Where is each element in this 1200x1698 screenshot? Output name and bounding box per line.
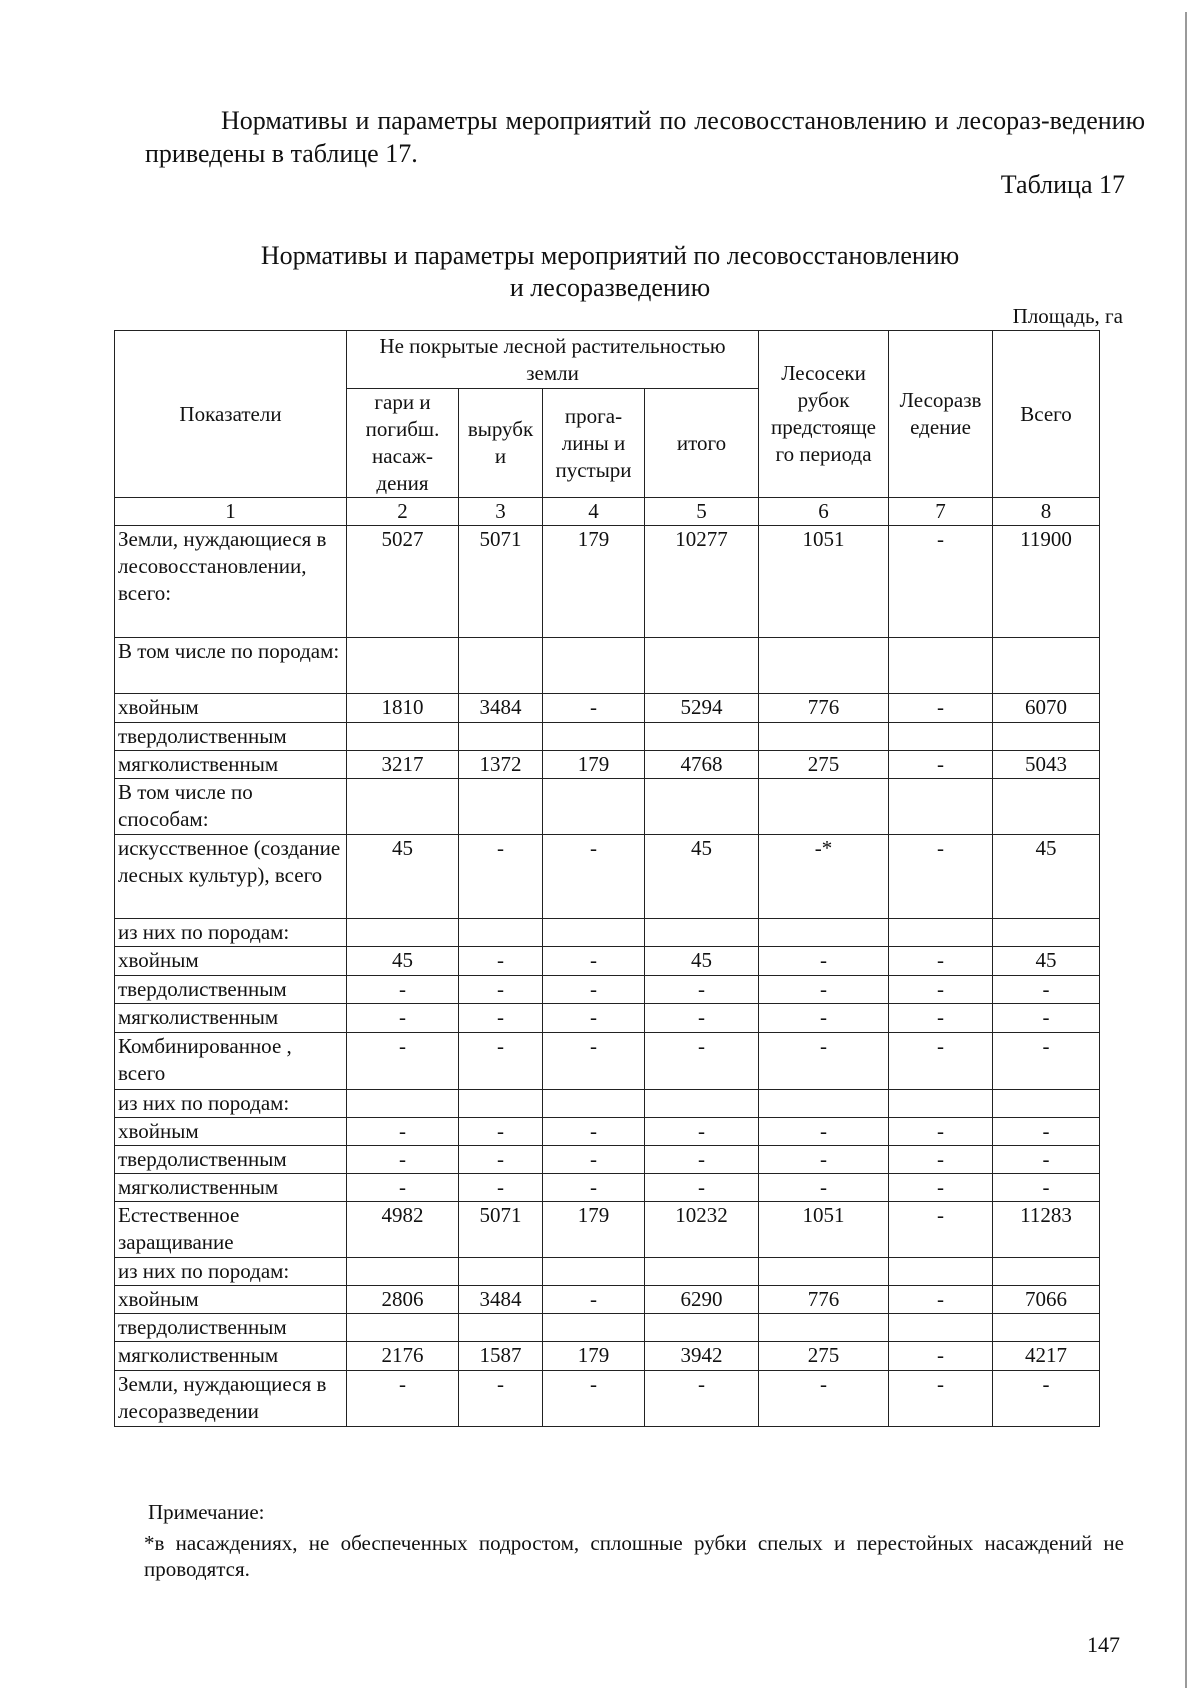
table-row xyxy=(115,694,1100,723)
table-header xyxy=(115,331,1100,526)
table-cell-c8 xyxy=(993,779,1100,835)
table-cell-c4: - xyxy=(543,1004,645,1033)
row-label: твердолиственным xyxy=(115,723,347,751)
table-cell-c7 xyxy=(889,723,993,751)
table-cell-c2: - xyxy=(347,1004,459,1033)
table-cell-c2: 2806 xyxy=(347,1286,459,1314)
table-cell-c8: 5043 xyxy=(993,751,1100,779)
table-title-line1: Нормативы и параметры мероприятий по лесовосстановлению xyxy=(260,241,960,270)
table-cell-c7: - xyxy=(889,947,993,976)
row-label: из них по породам: xyxy=(115,1090,347,1118)
note-text: *в насаждениях, не обеспеченных подростом, сплошные рубки спелых и перестойных насаждений не проводятся. xyxy=(144,1531,1124,1581)
table-cell-c6: - xyxy=(759,1033,889,1090)
table-cell-c5 xyxy=(645,723,759,751)
table-cell-c8: - xyxy=(993,1371,1100,1427)
table-cell-c6: -* xyxy=(759,835,889,919)
table-cell-c7: - xyxy=(889,1371,993,1427)
table-row xyxy=(115,751,1100,779)
column-number: 4 xyxy=(543,498,645,526)
header-cutting-areas: Лесосеки рубок предстояще го периода xyxy=(759,331,889,498)
table-cell-c8 xyxy=(993,1258,1100,1286)
page-number: 147 xyxy=(1087,1632,1120,1657)
table-cell-c7: - xyxy=(889,1174,993,1202)
column-number-row xyxy=(115,498,1100,526)
row-label: Естественное заращивание xyxy=(115,1202,347,1258)
table-cell-c8: 45 xyxy=(993,947,1100,976)
table-cell-c8: 7066 xyxy=(993,1286,1100,1314)
table-cell-c2 xyxy=(347,919,459,947)
table-cell-c5: - xyxy=(645,1371,759,1427)
row-label: мягколиственным xyxy=(115,1004,347,1033)
table-cell-c7: - xyxy=(889,1033,993,1090)
table-cell-c2 xyxy=(347,638,459,694)
row-label: В том числе по породам: xyxy=(115,638,347,694)
column-number: 7 xyxy=(889,498,993,526)
row-label: искусственное (создание лесных культур), всего xyxy=(115,835,347,919)
note-title: Примечание: xyxy=(148,1500,265,1524)
table-cell-c7: - xyxy=(889,1286,993,1314)
table-row xyxy=(115,1342,1100,1371)
table-row xyxy=(115,1118,1100,1146)
table-cell-c3: 5071 xyxy=(459,526,543,638)
table-cell-c6: - xyxy=(759,1371,889,1427)
row-label: В том числе по способам: xyxy=(115,779,347,835)
table-cell-c7: - xyxy=(889,835,993,919)
table-cell-c4: - xyxy=(543,1371,645,1427)
table-cell-c2 xyxy=(347,1090,459,1118)
table-cell-c4: 179 xyxy=(543,526,645,638)
table-cell-c4: - xyxy=(543,1118,645,1146)
header-subtotal: итого xyxy=(645,389,759,498)
table-cell-c8: - xyxy=(993,1033,1100,1090)
table-cell-c8: 6070 xyxy=(993,694,1100,723)
row-label: из них по породам: xyxy=(115,1258,347,1286)
row-label: Земли, нуждающиеся в лесовосстановлении, всего: xyxy=(115,526,347,638)
table-cell-c6 xyxy=(759,1314,889,1342)
table-cell-c8 xyxy=(993,638,1100,694)
table-cell-c4: - xyxy=(543,1033,645,1090)
table-cell-c5: - xyxy=(645,1146,759,1174)
table-cell-c5: 6290 xyxy=(645,1286,759,1314)
table-cell-c3: - xyxy=(459,1146,543,1174)
table-cell-c3: - xyxy=(459,1371,543,1427)
table-cell-c4: - xyxy=(543,694,645,723)
table-cell-c3 xyxy=(459,723,543,751)
intro-paragraph: Нормативы и параметры мероприятий по лесовосстановлению и лесораз-ведению приведены в таблице 17. xyxy=(145,106,1145,168)
table-cell-c7: - xyxy=(889,1004,993,1033)
column-number: 8 xyxy=(993,498,1100,526)
table-cell-c3: 5071 xyxy=(459,1202,543,1258)
table-cell-c6 xyxy=(759,1090,889,1118)
table-cell-c3 xyxy=(459,1090,543,1118)
table-cell-c7: - xyxy=(889,1202,993,1258)
table-cell-c2: 1810 xyxy=(347,694,459,723)
table-title xyxy=(160,240,1060,304)
table-row xyxy=(115,1202,1100,1258)
table-cell-c5 xyxy=(645,638,759,694)
table-cell-c8 xyxy=(993,1314,1100,1342)
table-cell-c6: 275 xyxy=(759,751,889,779)
table-cell-c5: 4768 xyxy=(645,751,759,779)
table-cell-c2: 5027 xyxy=(347,526,459,638)
table-row xyxy=(115,526,1100,638)
table-cell-c2: 4982 xyxy=(347,1202,459,1258)
table-cell-c8: - xyxy=(993,1174,1100,1202)
table-cell-c3: - xyxy=(459,1118,543,1146)
table-cell-c4 xyxy=(543,1314,645,1342)
table-cell-c4: 179 xyxy=(543,1202,645,1258)
table-cell-c3: 1372 xyxy=(459,751,543,779)
table-cell-c8: - xyxy=(993,976,1100,1004)
table-cell-c7: - xyxy=(889,1118,993,1146)
table-cell-c5: - xyxy=(645,1004,759,1033)
table-cell-c4: 179 xyxy=(543,751,645,779)
table-title-line2: и лесоразведению xyxy=(509,273,711,302)
table-cell-c8: - xyxy=(993,1146,1100,1174)
table-cell-c3: - xyxy=(459,976,543,1004)
table-cell-c5 xyxy=(645,779,759,835)
units-label: Площадь, га xyxy=(1012,304,1123,328)
table-cell-c3: - xyxy=(459,947,543,976)
table-cell-c2 xyxy=(347,723,459,751)
row-label: твердолиственным xyxy=(115,1314,347,1342)
table-cell-c3: 3484 xyxy=(459,694,543,723)
table-cell-c6: - xyxy=(759,1118,889,1146)
table-row xyxy=(115,1146,1100,1174)
table-row xyxy=(115,723,1100,751)
column-number: 5 xyxy=(645,498,759,526)
table-cell-c2: - xyxy=(347,1174,459,1202)
table-cell-c3 xyxy=(459,1258,543,1286)
table-cell-c7 xyxy=(889,919,993,947)
row-label: хвойным xyxy=(115,694,347,723)
table-cell-c7 xyxy=(889,638,993,694)
table-cell-c3: - xyxy=(459,835,543,919)
table-cell-c7: - xyxy=(889,694,993,723)
table-cell-c8: 11283 xyxy=(993,1202,1100,1258)
table-cell-c5 xyxy=(645,1258,759,1286)
table-cell-c5: - xyxy=(645,976,759,1004)
table-cell-c4: - xyxy=(543,976,645,1004)
table-cell-c2 xyxy=(347,1258,459,1286)
row-label: мягколиственным xyxy=(115,751,347,779)
table-cell-c8 xyxy=(993,919,1100,947)
table-cell-c4 xyxy=(543,638,645,694)
table-cell-c6: - xyxy=(759,947,889,976)
table-row xyxy=(115,779,1100,835)
row-label: из них по породам: xyxy=(115,919,347,947)
column-number: 2 xyxy=(347,498,459,526)
row-label: твердолиственным xyxy=(115,1146,347,1174)
table-cell-c3: - xyxy=(459,1033,543,1090)
table-row xyxy=(115,1033,1100,1090)
table-number: Таблица 17 xyxy=(1000,170,1125,199)
table-cell-c8 xyxy=(993,723,1100,751)
row-label: хвойным xyxy=(115,1286,347,1314)
table-cell-c7: - xyxy=(889,1342,993,1371)
table-cell-c6: - xyxy=(759,1146,889,1174)
table-cell-c3 xyxy=(459,779,543,835)
table-cell-c6: 275 xyxy=(759,1342,889,1371)
table-cell-c3 xyxy=(459,919,543,947)
table-cell-c6: 1051 xyxy=(759,1202,889,1258)
table-cell-c2: - xyxy=(347,1146,459,1174)
row-label: твердолиственным xyxy=(115,976,347,1004)
table-cell-c7 xyxy=(889,1258,993,1286)
table-cell-c7 xyxy=(889,1314,993,1342)
table-row xyxy=(115,976,1100,1004)
table-cell-c5: 3942 xyxy=(645,1342,759,1371)
table-cell-c8: - xyxy=(993,1004,1100,1033)
table-cell-c4: - xyxy=(543,1174,645,1202)
header-indicators: Показатели xyxy=(115,331,347,498)
table-cell-c6 xyxy=(759,919,889,947)
table-cell-c7: - xyxy=(889,976,993,1004)
table-cell-c8: - xyxy=(993,1118,1100,1146)
table-cell-c4 xyxy=(543,919,645,947)
table-cell-c6 xyxy=(759,723,889,751)
table-cell-c5 xyxy=(645,1090,759,1118)
table-cell-c6 xyxy=(759,1258,889,1286)
table-cell-c6: 1051 xyxy=(759,526,889,638)
table-cell-c3 xyxy=(459,638,543,694)
table-cell-c7: - xyxy=(889,526,993,638)
table-cell-c8: 4217 xyxy=(993,1342,1100,1371)
table-cell-c6 xyxy=(759,779,889,835)
table-cell-c4: - xyxy=(543,1146,645,1174)
table-cell-c3 xyxy=(459,1314,543,1342)
table-cell-c4 xyxy=(543,723,645,751)
table-cell-c3: 1587 xyxy=(459,1342,543,1371)
table-cell-c2: - xyxy=(347,1033,459,1090)
table-row xyxy=(115,1174,1100,1202)
table-cell-c6: 776 xyxy=(759,1286,889,1314)
column-number: 1 xyxy=(115,498,347,526)
table-cell-c4: - xyxy=(543,1286,645,1314)
table-cell-c5: - xyxy=(645,1118,759,1146)
table-cell-c3: - xyxy=(459,1004,543,1033)
column-number: 6 xyxy=(759,498,889,526)
table-cell-c5: 5294 xyxy=(645,694,759,723)
row-label: хвойным xyxy=(115,947,347,976)
table-cell-c7: - xyxy=(889,1146,993,1174)
table-cell-c8: 45 xyxy=(993,835,1100,919)
table-cell-c2 xyxy=(347,1314,459,1342)
table-cell-c5 xyxy=(645,919,759,947)
table-row xyxy=(115,1314,1100,1342)
table-cell-c5: 45 xyxy=(645,947,759,976)
table-cell-c7 xyxy=(889,1090,993,1118)
table-cell-c2: - xyxy=(347,976,459,1004)
table-cell-c6: - xyxy=(759,976,889,1004)
table-cell-c6: - xyxy=(759,1174,889,1202)
table-cell-c5: 45 xyxy=(645,835,759,919)
header-afforestation: Лесоразв едение xyxy=(889,331,993,498)
table-row xyxy=(115,1090,1100,1118)
header-not-covered-lands: Не покрытые лесной растительностью земли xyxy=(347,331,759,389)
table-row xyxy=(115,1004,1100,1033)
table-cell-c6 xyxy=(759,638,889,694)
table-cell-c4 xyxy=(543,779,645,835)
table-row xyxy=(115,1286,1100,1314)
table-cell-c5: 10232 xyxy=(645,1202,759,1258)
table-cell-c7: - xyxy=(889,751,993,779)
header-burns: гари и погибш. насаж-дения xyxy=(347,389,459,498)
table-cell-c2: 3217 xyxy=(347,751,459,779)
row-label: Комбинированное , всего xyxy=(115,1033,347,1090)
table-row xyxy=(115,638,1100,694)
table-cell-c8: 11900 xyxy=(993,526,1100,638)
table-cell-c8 xyxy=(993,1090,1100,1118)
table-row xyxy=(115,835,1100,919)
scan-border-line xyxy=(1185,12,1187,1688)
table-row xyxy=(115,1371,1100,1427)
row-label: мягколиственным xyxy=(115,1174,347,1202)
header-glades: прога-лины и пустыри xyxy=(543,389,645,498)
table-cell-c4 xyxy=(543,1090,645,1118)
table-cell-c4 xyxy=(543,1258,645,1286)
table-row xyxy=(115,1258,1100,1286)
header-total: Всего xyxy=(993,331,1100,498)
table-cell-c2: 45 xyxy=(347,835,459,919)
table-cell-c3: 3484 xyxy=(459,1286,543,1314)
row-label: хвойным xyxy=(115,1118,347,1146)
table-cell-c2: 2176 xyxy=(347,1342,459,1371)
row-label: Земли, нуждающиеся в лесоразведении xyxy=(115,1371,347,1427)
table-cell-c4: - xyxy=(543,947,645,976)
header-clearcuts: вырубк и xyxy=(459,389,543,498)
table-cell-c2: - xyxy=(347,1371,459,1427)
table-cell-c6: 776 xyxy=(759,694,889,723)
table-cell-c2 xyxy=(347,779,459,835)
table-cell-c3: - xyxy=(459,1174,543,1202)
row-label: мягколиственным xyxy=(115,1342,347,1371)
column-number: 3 xyxy=(459,498,543,526)
table-cell-c4: 179 xyxy=(543,1342,645,1371)
table-cell-c5: - xyxy=(645,1033,759,1090)
table-cell-c5 xyxy=(645,1314,759,1342)
table-cell-c7 xyxy=(889,779,993,835)
forest-restoration-table xyxy=(114,330,1100,1427)
table-cell-c2: - xyxy=(347,1118,459,1146)
table-row xyxy=(115,947,1100,976)
table-row xyxy=(115,919,1100,947)
table-body xyxy=(115,526,1100,1427)
table-cell-c2: 45 xyxy=(347,947,459,976)
table-cell-c5: 10277 xyxy=(645,526,759,638)
table-cell-c5: - xyxy=(645,1174,759,1202)
table-cell-c6: - xyxy=(759,1004,889,1033)
table-cell-c4: - xyxy=(543,835,645,919)
